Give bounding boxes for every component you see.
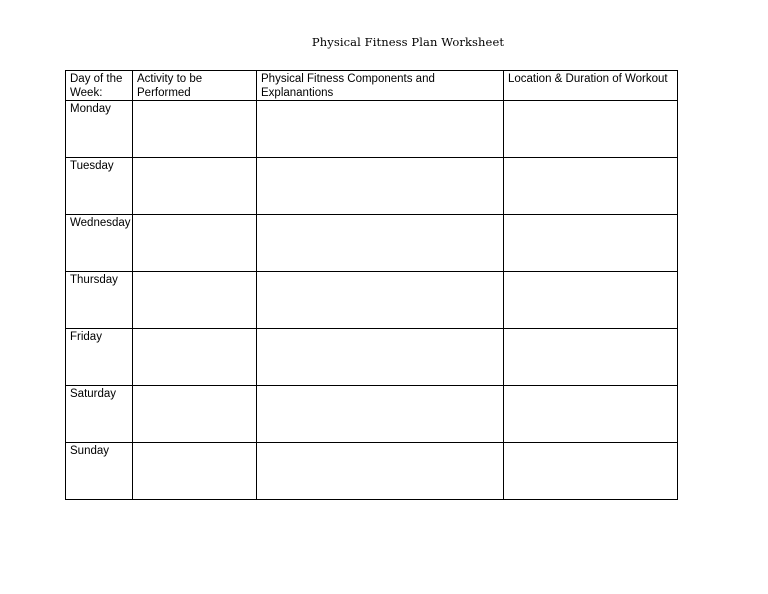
components-cell[interactable]	[257, 272, 504, 329]
location-cell[interactable]	[504, 386, 678, 443]
header-activity: Activity to be Performed	[133, 71, 257, 101]
table-row	[66, 158, 678, 215]
table-row	[66, 215, 678, 272]
day-cell: Saturday	[66, 386, 133, 443]
header-day: Day of the Week:	[66, 71, 133, 101]
activity-cell[interactable]	[133, 158, 257, 215]
fitness-plan-table	[65, 70, 678, 500]
table-row	[66, 101, 678, 158]
components-cell[interactable]	[257, 386, 504, 443]
components-cell[interactable]	[257, 443, 504, 500]
day-cell: Friday	[66, 329, 133, 386]
table-row	[66, 272, 678, 329]
table-row	[66, 386, 678, 443]
components-cell[interactable]	[257, 215, 504, 272]
location-cell[interactable]	[504, 101, 678, 158]
day-cell: Wednesday	[66, 215, 133, 272]
components-cell[interactable]	[257, 101, 504, 158]
components-cell[interactable]	[257, 158, 504, 215]
activity-cell[interactable]	[133, 443, 257, 500]
location-cell[interactable]	[504, 443, 678, 500]
day-cell: Monday	[66, 101, 133, 158]
day-cell: Sunday	[66, 443, 133, 500]
location-cell[interactable]	[504, 158, 678, 215]
activity-cell[interactable]	[133, 329, 257, 386]
components-cell[interactable]	[257, 329, 504, 386]
activity-cell[interactable]	[133, 386, 257, 443]
table-row	[66, 329, 678, 386]
day-cell: Tuesday	[66, 158, 133, 215]
location-cell[interactable]	[504, 329, 678, 386]
header-row	[66, 71, 678, 101]
header-components: Physical Fitness Components and Explanantions	[257, 71, 504, 101]
activity-cell[interactable]	[133, 101, 257, 158]
location-cell[interactable]	[504, 272, 678, 329]
table-row	[66, 443, 678, 500]
worksheet-title: Physical Fitness Plan Worksheet	[311, 35, 505, 49]
location-cell[interactable]	[504, 215, 678, 272]
activity-cell[interactable]	[133, 215, 257, 272]
day-cell: Thursday	[66, 272, 133, 329]
activity-cell[interactable]	[133, 272, 257, 329]
header-location: Location & Duration of Workout	[504, 71, 678, 101]
